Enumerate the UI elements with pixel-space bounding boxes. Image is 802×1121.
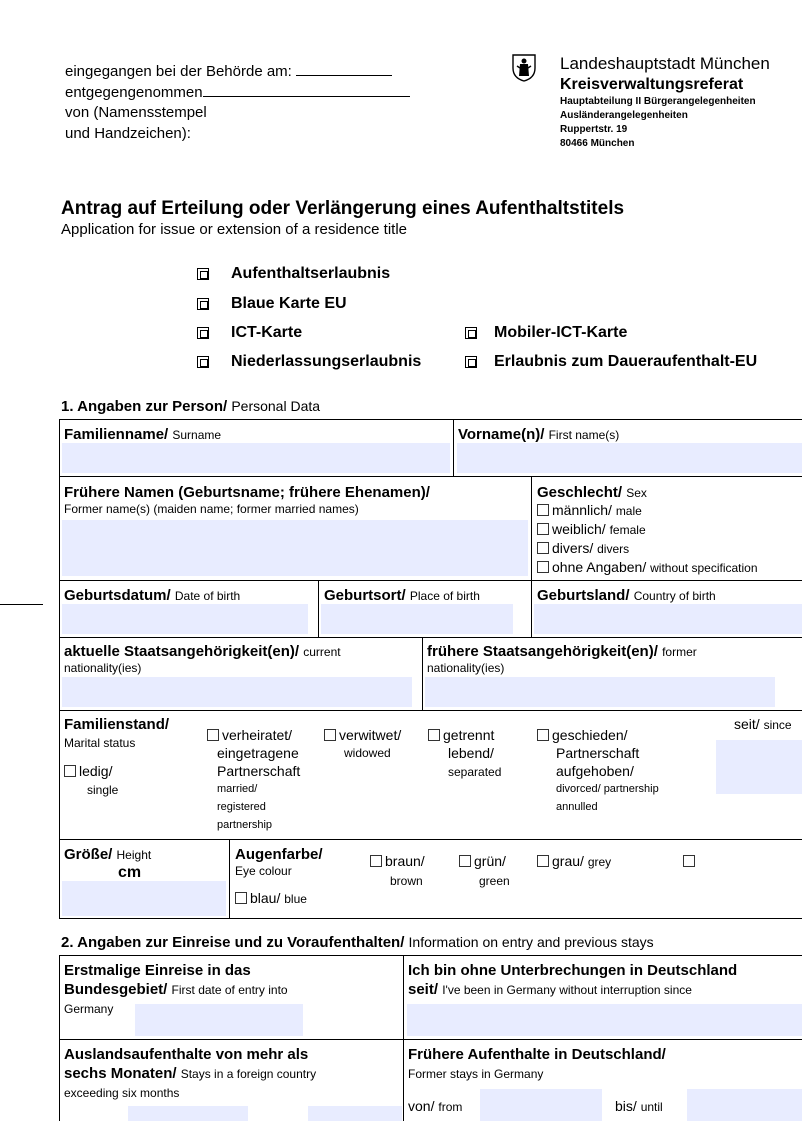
sex-option-female[interactable]: weiblich/ female: [537, 521, 646, 538]
eye-color-label: Augenfarbe/: [235, 846, 323, 863]
marital-widowed-en: widowed: [344, 746, 391, 760]
eye-option-other[interactable]: [683, 853, 698, 871]
first-entry-label-en: Germany: [64, 1002, 114, 1016]
checkbox-icon[interactable]: [197, 268, 209, 280]
sex-label: Geschlecht/ Sex: [537, 484, 647, 501]
marital-option-widowed[interactable]: verwitwet/: [324, 727, 401, 743]
eye-option-grey[interactable]: grau/ grey: [537, 853, 611, 870]
pob-field[interactable]: [321, 604, 513, 634]
height-unit: cm: [118, 864, 142, 881]
checkbox-icon[interactable]: [197, 298, 209, 310]
checkbox-icon[interactable]: [428, 729, 440, 741]
marital-label-en: Marital status: [64, 736, 136, 750]
cob-field[interactable]: [534, 604, 802, 634]
marital-since-field[interactable]: [716, 740, 802, 794]
first-entry-label: Erstmalige Einreise in das: [64, 962, 251, 979]
uninterrupted-label-2: seit/ I've been in Germany without interruption since: [408, 981, 692, 998]
former-stays-label-en: Former stays in Germany: [408, 1067, 544, 1081]
pob-label: Geburtsort/ Place of birth: [324, 587, 480, 604]
surname-field[interactable]: [62, 443, 450, 473]
receipt-received-line[interactable]: [203, 83, 410, 97]
marital-divorced-en-1: divorced/ partnership: [556, 783, 659, 795]
marital-married-line-3: Partnerschaft: [217, 763, 301, 779]
abroad-from-field[interactable]: [128, 1106, 248, 1121]
former-stays-until-field[interactable]: [687, 1089, 802, 1121]
permit-option-mobile-ict[interactable]: Mobiler-ICT-Karte: [465, 324, 627, 342]
authority-office: Ausländerangelegenheiten: [560, 110, 688, 121]
authority-dept: Kreisverwaltungsreferat: [560, 76, 744, 93]
abroad-until-field[interactable]: [308, 1106, 402, 1121]
marital-option-single[interactable]: ledig/: [64, 763, 112, 779]
eye-option-blue[interactable]: blau/ blue: [235, 890, 307, 907]
marital-separated-line-2: lebend/: [448, 745, 494, 761]
marital-married-en-2: registered: [217, 801, 266, 813]
authority-street: Ruppertstr. 19: [560, 124, 628, 135]
receipt-line-1: eingegangen bei der Behörde am:: [65, 62, 392, 81]
height-field[interactable]: [62, 881, 226, 916]
marital-married-en-3: partnership: [217, 819, 273, 831]
authority-zip-city: 80466 München: [560, 138, 635, 149]
authority-city: Landeshauptstadt München: [560, 54, 770, 73]
permit-option-settlement[interactable]: Niederlassungserlaubnis: [197, 353, 421, 371]
dob-label: Geburtsdatum/ Date of birth: [64, 587, 241, 604]
marital-divorced-en-2: annulled: [556, 801, 598, 813]
abroad-label-en: exceeding six months: [64, 1086, 180, 1100]
former-names-label-en: Former name(s) (maiden name; former married names): [64, 502, 359, 516]
former-stays-label: Frühere Aufenthalte in Deutschland/: [408, 1046, 666, 1063]
cob-label: Geburtsland/ Country of birth: [537, 587, 716, 604]
marital-married-en-1: married/: [217, 783, 258, 795]
former-stays-from-field[interactable]: [480, 1089, 602, 1121]
checkbox-icon[interactable]: [370, 855, 382, 867]
abroad-label: Auslandsaufenthalte von mehr als: [64, 1046, 309, 1063]
marital-divorced-line-2: Partnerschaft: [556, 745, 640, 761]
eye-color-label-en: Eye colour: [235, 864, 292, 878]
page-title: Antrag auf Erteilung oder Verlängerung eines Aufenthaltstitels: [61, 198, 625, 219]
former-names-field[interactable]: [62, 520, 528, 576]
receipt-line-4: und Handzeichen):: [65, 125, 191, 142]
permit-option-residence[interactable]: Aufenthaltserlaubnis: [197, 265, 390, 283]
receipt-date-line[interactable]: [296, 62, 392, 76]
marital-divorced-line-3: aufgehoben/: [556, 763, 634, 779]
abroad-label-2: sechs Monaten/ Stays in a foreign country: [64, 1065, 317, 1082]
checkbox-icon[interactable]: [197, 356, 209, 368]
firstname-label: Vorname(n)/ First name(s): [458, 426, 620, 443]
marital-option-divorced[interactable]: geschieden/: [537, 727, 628, 743]
marital-separated-en: separated: [448, 765, 502, 779]
first-entry-label-2: Bundesgebiet/ First date of entry into: [64, 981, 288, 998]
checkbox-icon[interactable]: [537, 855, 549, 867]
checkbox-icon[interactable]: [459, 855, 471, 867]
uninterrupted-label: Ich bin ohne Unterbrechungen in Deutschland: [408, 962, 738, 979]
permit-option-permanent-eu[interactable]: Erlaubnis zum Daueraufenthalt-EU: [465, 353, 757, 371]
former-nationality-label-en: nationality(ies): [427, 661, 505, 675]
checkbox-icon[interactable]: [197, 327, 209, 339]
eye-green-en: green: [479, 874, 510, 888]
section-1-heading: 1. Angaben zur Person/ Personal Data: [61, 398, 321, 415]
checkbox-icon[interactable]: [683, 855, 695, 867]
checkbox-icon[interactable]: [537, 523, 549, 535]
checkbox-icon[interactable]: [537, 542, 549, 554]
current-nationality-field[interactable]: [62, 677, 412, 707]
uninterrupted-field[interactable]: [407, 1004, 802, 1036]
surname-label: Familienname/ Surname: [64, 426, 222, 443]
checkbox-icon[interactable]: [537, 504, 549, 516]
permit-option-blue-card[interactable]: Blaue Karte EU: [197, 295, 347, 313]
marital-single-en: single: [87, 783, 119, 797]
margin-fold-mark: [0, 604, 43, 605]
checkbox-icon[interactable]: [324, 729, 336, 741]
firstname-field[interactable]: [457, 443, 802, 473]
checkbox-icon[interactable]: [537, 729, 549, 741]
eye-option-green[interactable]: grün/: [459, 853, 506, 869]
munich-coat-of-arms-icon: [512, 54, 536, 82]
checkbox-icon[interactable]: [465, 327, 477, 339]
receipt-line-3: von (Namensstempel: [65, 104, 207, 121]
section-2-heading: 2. Angaben zur Einreise und zu Voraufenthalten/ Information on entry and previous stays: [61, 934, 654, 951]
receipt-line-2: entgegengenommen: [65, 83, 410, 102]
marital-since-label: seit/ since: [734, 716, 792, 732]
sex-option-divers[interactable]: divers/ divers: [537, 540, 629, 557]
checkbox-icon[interactable]: [64, 765, 76, 777]
authority-division: Hauptabteilung II Bürgerangelegenheiten: [560, 96, 756, 107]
checkbox-icon[interactable]: [537, 561, 549, 573]
permit-option-ict[interactable]: ICT-Karte: [197, 324, 302, 342]
former-stays-until-label: bis/ until: [615, 1098, 663, 1114]
checkbox-icon[interactable]: [235, 892, 247, 904]
marital-label: Familienstand/: [64, 716, 170, 733]
height-label: Größe/ Height: [64, 846, 152, 863]
sex-option-male[interactable]: männlich/ male: [537, 502, 642, 519]
sex-option-unspecified[interactable]: ohne Angaben/ without specification: [537, 559, 758, 576]
eye-brown-en: brown: [390, 874, 423, 888]
marital-option-separated[interactable]: getrennt: [428, 727, 494, 743]
checkbox-icon[interactable]: [207, 729, 219, 741]
eye-option-brown[interactable]: braun/: [370, 853, 425, 869]
marital-option-married[interactable]: verheiratet/: [207, 727, 292, 743]
page-subtitle: Application for issue or extension of a residence title: [61, 221, 408, 238]
former-stays-from-label: von/ from: [408, 1098, 463, 1114]
former-names-label: Frühere Namen (Geburtsname; frühere Ehenamen)/: [64, 484, 430, 501]
current-nationality-label: aktuelle Staatsangehörigkeit(en)/ current: [64, 643, 341, 660]
marital-married-line-2: eingetragene: [217, 745, 299, 761]
former-nationality-label: frühere Staatsangehörigkeit(en)/ former: [427, 643, 697, 660]
dob-field[interactable]: [62, 604, 308, 634]
current-nationality-label-en: nationality(ies): [64, 661, 142, 675]
former-nationality-field[interactable]: [425, 677, 775, 707]
checkbox-icon[interactable]: [465, 356, 477, 368]
first-entry-field[interactable]: [135, 1004, 303, 1036]
